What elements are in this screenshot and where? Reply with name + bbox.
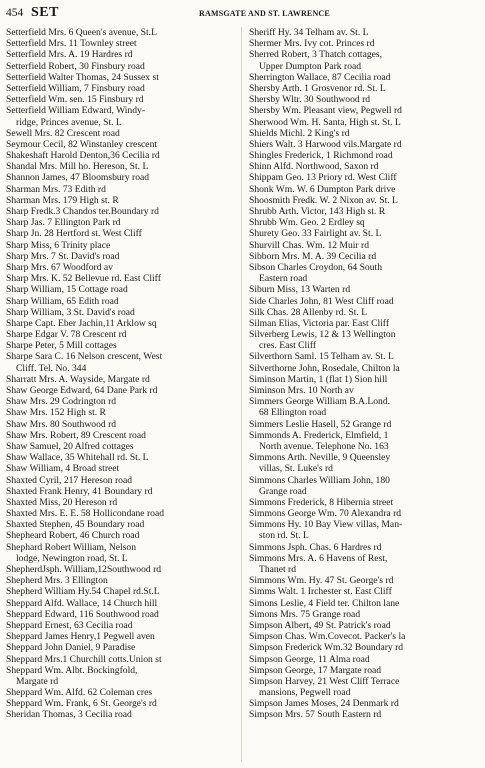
directory-entry-line: Sibson Charles Croydon, 64 South — [249, 261, 382, 273]
directory-entry-line: Sharp Jn. 28 Hertford st. West Cliff — [6, 228, 142, 240]
directory-entry-line: Setterfield Robert, 30 Finsbury road — [6, 60, 145, 72]
directory-entry-line: Simmons Wm. Hy. 47 St. George's rd — [249, 575, 394, 587]
directory-entry-line: Shersby Arth. 1 Grosvenor rd. St. L — [249, 82, 386, 94]
directory-entry-line: Shersby Wm. Pleasant view, Pegwell rd — [249, 105, 402, 117]
directory-entry-line: 68 Ellington road — [259, 407, 327, 419]
directory-entry-line: Shaw Wallace, 35 Whitehall rd. St. L — [6, 452, 149, 464]
directory-entry-line: Sheppard Ernest, 63 Cecilia road — [6, 619, 133, 631]
directory-entry-line: Grange road — [259, 485, 307, 497]
directory-entry-line: Shingles Frederick, 1 Richmond road — [249, 150, 393, 162]
directory-entry-line: Setterfield Mrs. A. 19 Hardres rd — [6, 49, 133, 61]
directory-entry-line: Cliff. Tel. No. 344 — [16, 362, 87, 374]
running-title: RAMSGATE AND ST. LAWRENCE — [199, 9, 330, 18]
page-number: 454 — [6, 7, 24, 19]
directory-entry-line: ston rd. St. L — [259, 530, 309, 542]
directory-entry-line: Shephard Robert William, Nelson — [6, 541, 136, 553]
directory-entry-line: Sharp William, 3 St. David's road — [6, 306, 135, 318]
directory-entry-line: Shrubb Wm. Geo. 2 Erdley sq — [249, 217, 365, 229]
directory-entry-line: Sharp Jas. 7 Ellington Park rd — [6, 217, 121, 229]
directory-entry-line: Setterfield Wm. sen. 15 Finsbury rd — [6, 94, 144, 106]
directory-entry-line: Sheppard Wm. Albt. Bockingfold, — [6, 664, 138, 676]
directory-entry-line: Setterfield Mrs. 11 Townley street — [6, 38, 137, 50]
directory-entry-line: Sharratt Mrs. A. Wayside, Margate rd — [6, 373, 150, 385]
directory-entry-line: Setterfield William Edward, Windy- — [6, 105, 146, 117]
directory-entry-line: Setterfield Walter Thomas, 24 Sussex st — [6, 71, 159, 83]
directory-entry-line: Simmons Arth. Neville, 9 Queensley — [249, 452, 391, 464]
directory-entry-line: Shaw Mrs. 80 Southwood rd — [6, 418, 117, 430]
directory-entry-line: Simpson George, 17 Margate road — [249, 664, 382, 676]
directory-entry-line: Simms Walt. 1 Irchester st. East Cliff — [249, 586, 392, 598]
directory-entry-line: Sibborn Mrs. M. A. 39 Cecilia rd — [249, 250, 377, 262]
directory-entry-line: Sharman Mrs. 73 Edith rd — [6, 183, 106, 195]
directory-entry-line: Sharp Mrs. 67 Woodford av — [6, 261, 113, 273]
directory-entry-line: Sherwood Wm. H. Santa, High st. St. L — [249, 116, 401, 128]
directory-entry-line: Shiers Walt. 3 Harwood vils.Margate rd — [249, 138, 402, 150]
directory-entry-line: Silk Chas. 28 Allenby rd. St. L — [249, 306, 368, 318]
directory-entry-line: Sheridan Thomas, 3 Cecilia road — [6, 709, 132, 721]
directory-entry-line: Seymour Cecil, 82 Winstanley crescent — [6, 138, 158, 150]
directory-entry-line: Simmons Mrs. A. 6 Havens of Rest, — [249, 552, 388, 564]
directory-entry-line: Simpson Chas. Wm.Covecot. Packer's la — [249, 631, 406, 643]
directory-entry-line: Shaw Mrs. 29 Codrington rd — [6, 396, 117, 408]
directory-entry-line: Shaw Mrs. Robert, 89 Crescent road — [6, 429, 146, 441]
directory-entry-line: Simpson Harvey, 21 West Cliff Terrace — [249, 675, 400, 687]
directory-entry-line: Shaxted Mrs. E. E. 58 Hollicondane road — [6, 508, 164, 520]
directory-entry-line: Sheppard Wm. Alfd. 62 Coleman cres — [6, 687, 153, 699]
directory-entry-line: Setterfield Mrs. 6 Queen's avenue, St.L — [6, 27, 157, 38]
directory-entry-line: Shannon James, 47 Bloomsbury road — [6, 172, 150, 184]
directory-entry-line: Shinn Alfd. Northwood, Saxon rd — [249, 161, 379, 173]
directory-entry-line: Side Charles John, 81 West Cliff road — [249, 295, 394, 307]
directory-entry-line: Simpson George, 11 Alma road — [249, 653, 370, 665]
directory-entry-line: Silverberg Lewis, 12 & 13 Wellington — [249, 329, 396, 341]
directory-entry-line: Margate rd — [16, 675, 59, 687]
directory-entry-line: Shaw William, 4 Broad street — [6, 463, 120, 475]
directory-entry-line: Sherred Robert, 3 Thatch cottages, — [249, 49, 383, 61]
directory-entry-line: Silman Elias, Victoria par. East Cliff — [249, 317, 390, 329]
directory-entry-line: Silverthorne John, Rosedale, Chilton la — [249, 362, 400, 374]
directory-entry-line: Simmons Charles William John, 180 — [249, 474, 390, 486]
directory-entry-line: Sherrington Wallace, 87 Cecilia road — [249, 71, 391, 83]
directory-entry-line: Shepheard Robert, 46 Church road — [6, 530, 140, 542]
directory-entry-line: Sharpe Peter, 5 Mill cottages — [6, 340, 117, 352]
directory-entry-line: Eastern road — [259, 273, 308, 285]
directory-entry-line: Sheppard Edward, 116 Southwood road — [6, 608, 159, 620]
directory-entry-line: Sewell Mrs. 82 Crescent road — [6, 127, 120, 139]
directory-entry-line: villas, St. Luke's rd — [259, 463, 333, 475]
directory-entry-line: Shermer Mrs. Ivy cot. Princes rd — [249, 38, 375, 50]
directory-entry-line: Simmers George William B.A.Lond. — [249, 396, 391, 408]
directory-entry-line: ShepherdJsph. William,12Southwood rd — [6, 564, 162, 575]
directory-entry-line: Shaxted Frank Henry, 41 Boundary rd — [6, 485, 153, 497]
directory-entry-line: Sharp William, 15 Cottage road — [6, 284, 128, 296]
directory-entry-line: Simmons Hy. 10 Bay View villas, Man- — [249, 519, 403, 531]
directory-entry-line: Setterfield William, 7 Finsbury road — [6, 82, 145, 94]
directory-entry-line: Sharp Miss, 6 Trinity place — [6, 239, 111, 251]
directory-entry-line: Simmons George Wm. 70 Alexandra rd — [249, 508, 402, 520]
directory-entry-line: Sheppard Alfd. Wallace, 14 Church hill — [6, 597, 158, 609]
directory-entry-line: Simpson Frederick Wm.32 Boundary rd — [249, 642, 404, 654]
directory-entry-line: Sheppard Mrs.1 Churchill cotts.Union st — [6, 653, 162, 665]
right-column — [249, 27, 479, 721]
directory-entry-line: Shoosmith Fredk. W. 2 Nixon av. St. L — [249, 194, 398, 206]
directory-entry-line: Shaxted Miss, 20 Hereson rd — [6, 496, 118, 508]
directory-entry-line: Siburn Miss, 13 Warten rd — [249, 284, 351, 296]
directory-entry-line: North avenue. Telephone No. 163 — [259, 440, 389, 452]
directory-entry-line: Sharman Mrs. 179 High st. R — [6, 194, 119, 206]
directory-entry-line: Shaxted Cyril, 217 Hereson road — [6, 474, 133, 486]
directory-entry-line: Shrubb Arth. Victor, 143 High st. R — [249, 206, 386, 217]
directory-entry-line: Thanet rd — [259, 564, 297, 575]
page-header — [6, 2, 478, 24]
directory-entry-line: Sheriff Hy. 34 Telham av. St. L — [249, 27, 369, 38]
directory-entry-line: Shonk Wm. W. 6 Dumpton Park drive — [249, 183, 396, 195]
directory-entry-line: Sharpe Sara C. 16 Nelson crescent, West — [6, 351, 163, 363]
directory-entry-line: ridge, Princes avenue, St. L — [16, 116, 122, 128]
directory-entry-line: lodge, Newington road, St. L — [16, 552, 128, 564]
directory-entry-line: Shippam Geo. 13 Priory rd. West Cliff — [249, 172, 397, 184]
directory-entry-line: Sharp William, 65 Edith road — [6, 295, 119, 307]
directory-entry-line: Simpson Mrs. 57 South Eastern rd — [249, 709, 382, 721]
directory-entry-line: Shaxted Stephen, 45 Boundary road — [6, 519, 145, 531]
section-key: SET — [31, 5, 59, 20]
directory-entry-line: mansions, Pegwell road — [259, 687, 351, 699]
directory-entry-line: Sharp Fredk.3 Chandos ter.Boundary rd — [6, 206, 159, 217]
directory-entry-line: Shersby Wltr. 30 Southwood rd — [249, 94, 371, 106]
directory-entry-line: Simmonds A. Frederick, Elmfield, 1 — [249, 429, 389, 441]
directory-entry-line: cres. East Cliff — [259, 340, 317, 352]
directory-entry-line: Simpson Albert, 49 St. Patrick's road — [249, 619, 391, 631]
column-divider — [241, 27, 242, 762]
directory-entry-line: Simmons Jsph. Chas. 6 Hardres rd — [249, 541, 382, 553]
directory-entry-line: Sheppard John Daniel, 9 Paradise — [6, 642, 136, 654]
directory-entry-line: Shurety Geo. 33 Fairlight av. St. L — [249, 228, 382, 240]
directory-entry-line: Shepherd William Hy.54 Chapel rd.St.L — [6, 586, 160, 598]
directory-entry-line: Sharpe Capt. Eber Jachin,11 Arklow sq — [6, 317, 157, 329]
directory-entry-line: Simmons Frederick, 8 Hibernia street — [249, 496, 394, 508]
directory-entry-line: Shakeshaft Harold Denton,36 Cecilia rd — [6, 150, 160, 162]
directory-entry-line: Shaw George Edward, 64 Dane Park rd — [6, 385, 158, 396]
directory-entry-line: Siminson Mrs. 10 North av — [249, 385, 354, 396]
directory-entry-line: Sheppard Wm. Frank, 6 St. George's rd — [6, 698, 157, 710]
directory-entry-line: Upper Dumpton Park road — [259, 60, 362, 72]
directory-entry-line: Simons Mrs. 75 Grange road — [249, 608, 361, 620]
directory-entry-line: Shandal Mrs. Mill ho. Hereson, St. L — [6, 161, 149, 173]
left-column — [6, 27, 236, 721]
directory-entry-line: Sharp Mrs. K. 52 Bellevue rd. East Cliff — [6, 273, 161, 285]
directory-entry-line: Shurvill Chas. Wm. 12 Muir rd — [249, 239, 370, 251]
directory-entry-line: Siminson Martin, 1 (flat 1) Sion hill — [249, 373, 388, 385]
directory-entry-line: Shepherd Mrs. 3 Ellington — [6, 575, 108, 587]
directory-entry-line: Simmers Leslie Hasell, 52 Grange rd — [249, 418, 392, 430]
directory-entry-line: Sheppard James Henry,1 Pegwell aven — [6, 631, 155, 643]
directory-entry-line: Simpson James Moses, 24 Denmark rd — [249, 698, 399, 710]
directory-entry-line: Shaw Samuel, 20 Alfred cottages — [6, 440, 134, 452]
directory-entry-line: Shaw Mrs. 152 High st. R — [6, 407, 106, 419]
directory-entry-line: Simons Leslie, 4 Field ter. Chilton lane — [249, 597, 400, 609]
directory-entry-line: Sharp Mrs. 7 St. David's road — [6, 250, 120, 262]
directory-entry-line: Silverthorn Saml. 15 Telham av. St. L — [249, 351, 394, 363]
directory-entry-line: Shields Michl. 2 King's rd — [249, 127, 350, 139]
directory-entry-line: Sharpe Edgar V. 78 Crescent rd — [6, 329, 127, 341]
